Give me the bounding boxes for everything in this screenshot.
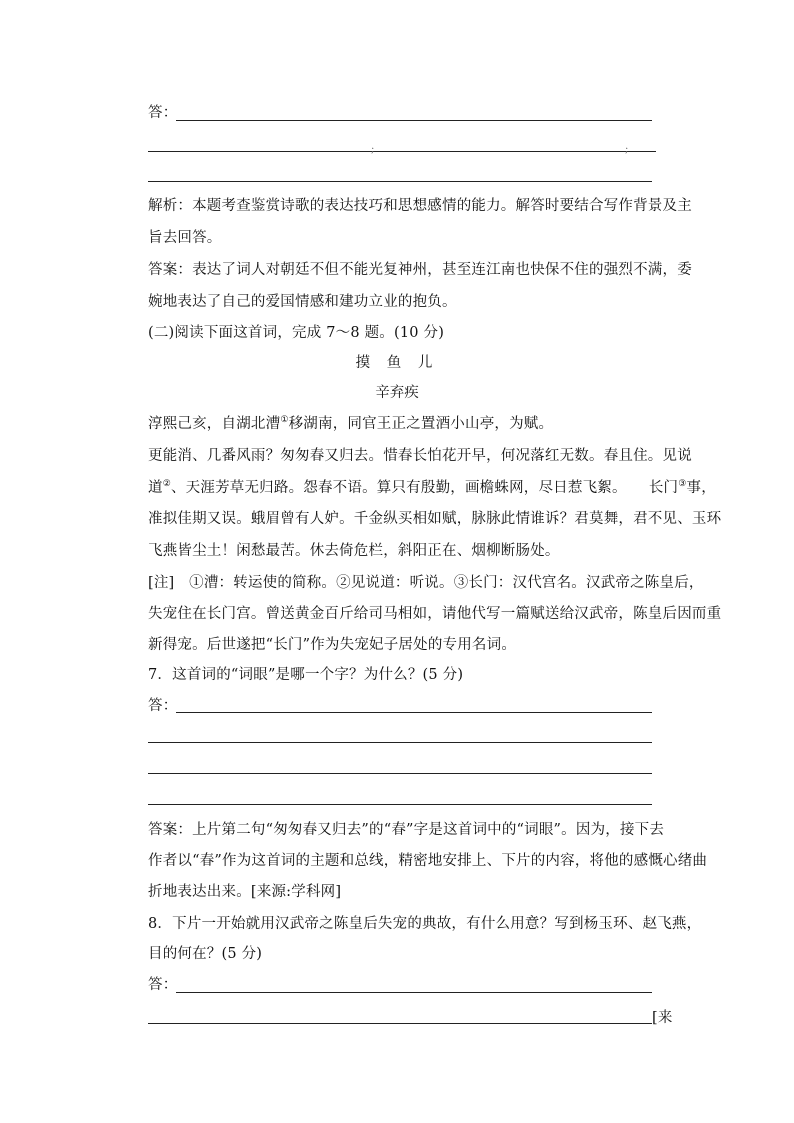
source-trail: [来 [652,1010,673,1026]
note-line: [注] ①漕：转运使的简称。②见说道：听说。③长门：汉代宫名。汉武帝之陈皇后， [148,575,704,591]
q8-answer-label: 答： [148,977,178,993]
poem-line: 道②、天涯芳草无归路。怨春不语。算只有殷勤，画檐蛛网，尽日惹飞絮。 长门③事， [148,479,716,496]
note-line: 失宠住在长门宫。曾送黄金百斤给司马相如，请他代写一篇赋送给汉武帝，陈皇后因而重 [148,606,722,622]
q7-answer-text: 作者以“春”作为这首词的主题和总线，精密地安排上、下片的内容，将他的感慨心绪曲 [148,853,708,869]
poem-author: 辛弃疾 [375,385,419,401]
q6-answer-text: 婉地表达了自己的爱国情感和建功立业的抱负。 [148,294,457,310]
question-7: 7．这首词的“词眼”是哪一个字？为什么？(5 分) [148,667,464,683]
q6-analysis-line: 旨去回答。 [148,230,222,246]
q7-answer-text: 折地表达出来。[来源:学科网] [148,884,342,900]
q6-answer-label: 答： [148,105,178,121]
q6-answer-text: 答案：表达了词人对朝廷不但不能光复神州，甚至连江南也快保不住的强烈不满，委 [148,262,692,278]
fold-mark: ; [625,144,629,155]
q6-analysis-line: 解析：本题考查鉴赏诗歌的表达技巧和思想感情的能力。解答时要结合写作背景及主 [148,198,692,214]
q6-answer-line-2[interactable] [148,151,656,152]
q6-answer-line-1[interactable] [176,120,652,121]
poem-title: 摸 鱼 儿 [355,355,439,371]
question-8-cont: 目的何在？(5 分) [148,946,263,962]
q8-answer-line-2[interactable] [148,1023,652,1024]
poem-line: 飞燕皆尘土！闲愁最苦。休去倚危栏，斜阳正在、烟柳断肠处。 [148,543,560,559]
note-line: 新得宠。后世遂把“长门”作为失宠妃子居处的专用名词。 [148,637,517,653]
poem-line: 更能消、几番风雨？匆匆春又归去。惜春长怕花开早，何况落红无数。春且住。见说 [148,448,692,464]
poem-preface: 淳熙己亥，自湖北漕①移湖南，同官王正之置酒小山亭，为赋。 [148,415,554,432]
q7-answer-line-2[interactable] [148,742,652,743]
q7-answer-text: 答案：上片第二句“匆匆春又归去”的“春”字是这首词中的“词眼”。因为，接下去 [148,822,665,838]
fold-mark: ; [371,144,375,155]
q7-answer-line-4[interactable] [148,804,652,805]
q7-answer-label: 答： [148,698,178,714]
poem-line: 准拟佳期又误。蛾眉曾有人妒。千金纵买相如赋，脉脉此情谁诉？君莫舞，君不见、玉环 [148,511,722,527]
q7-answer-line-3[interactable] [148,773,652,774]
section-heading: (二)阅读下面这首词，完成 7～8 题。(10 分) [148,325,445,341]
question-8: 8．下片一开始就用汉武帝之陈皇后失宠的典故，有什么用意？写到杨玉环、赵飞燕， [148,916,702,932]
q7-answer-line-1[interactable] [176,712,652,713]
q6-answer-line-3[interactable] [148,181,652,182]
q8-answer-line-1[interactable] [176,992,652,993]
